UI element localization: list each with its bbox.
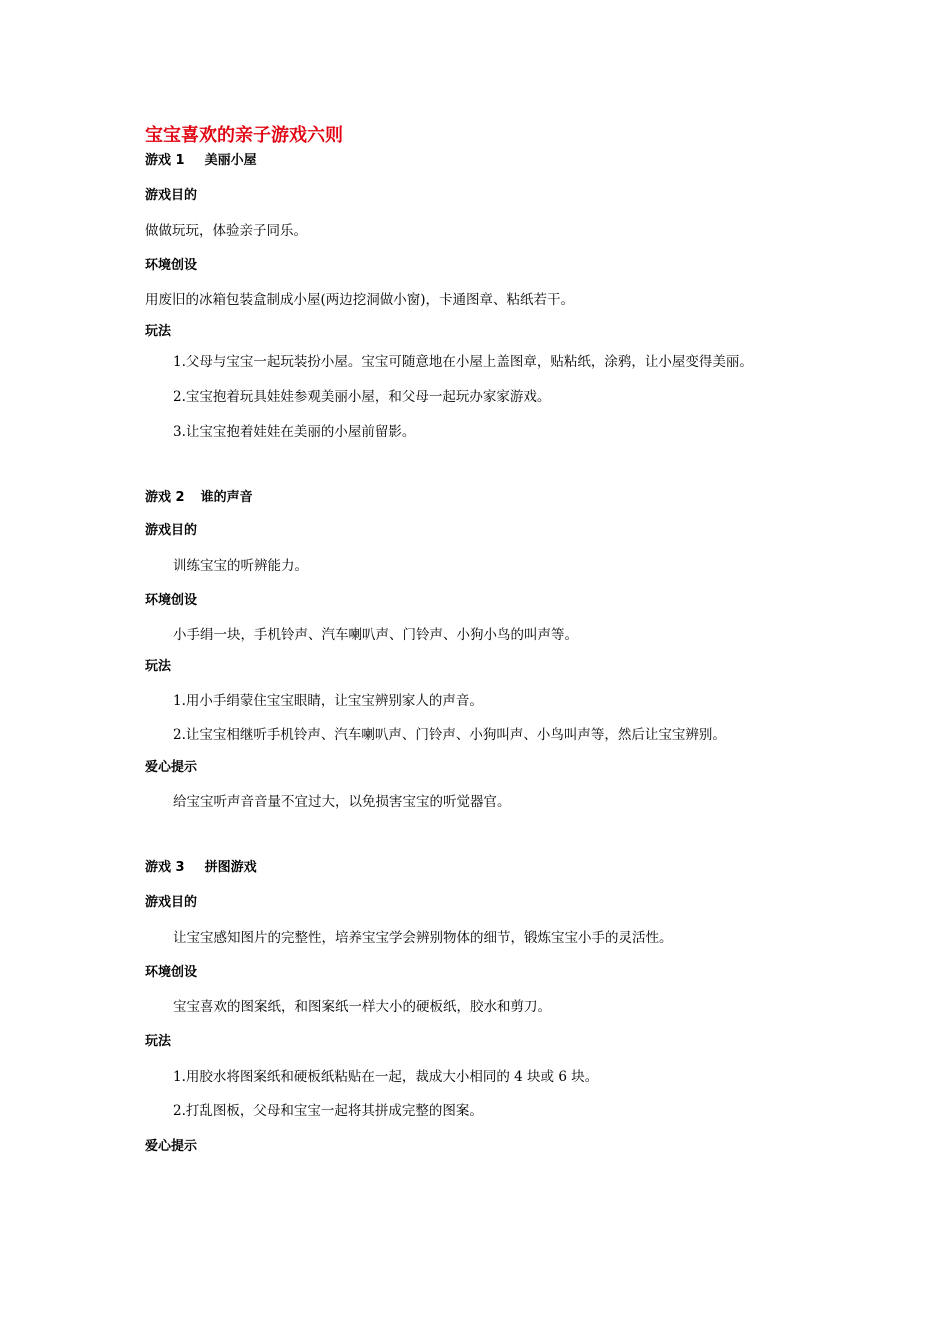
game-1-heading [145,152,257,170]
game-3-step-1: 1.用胶水将图案纸和硬板纸粘贴在一起，裁成大小相同的 4 块或 6 块。 [173,1069,599,1085]
game-1-step-3: 3.让宝宝抱着娃娃在美丽的小屋前留影。 [173,424,416,440]
game-3-goal-text: 让宝宝感知图片的完整性，培养宝宝学会辨别物体的细节，锻炼宝宝小手的灵活性。 [173,930,673,946]
game-1-goal-label: 游戏目的 [145,188,198,203]
game-3-step-2: 2.打乱图板，父母和宝宝一起将其拼成完整的图案。 [173,1103,483,1119]
game-2-setup-text: 小手绢一块，手机铃声、汽车喇叭声、门铃声、小狗小鸟的叫声等。 [173,627,578,643]
document-title: 宝宝喜欢的亲子游戏六则 [145,125,343,146]
game-1-name: 美丽小屋 [204,153,257,168]
game-2-step-2: 2.让宝宝相继听手机铃声、汽车喇叭声、门铃声、小狗叫声、小鸟叫声等，然后让宝宝辨别。 [173,727,726,743]
game-3-play-label: 玩法 [145,1034,172,1049]
game-2-goal-label: 游戏目的 [145,523,198,538]
game-3-goal-label: 游戏目的 [145,895,198,910]
game-2-heading [145,489,253,507]
game-1-step-1: 1.父母与宝宝一起玩装扮小屋。宝宝可随意地在小屋上盖图章，贴粘纸，涂鸦，让小屋变得美丽。 [173,354,753,370]
game-3-number: 游戏 3 [145,860,185,875]
game-1-setup-text: 用废旧的冰箱包装盒制成小屋(两边挖洞做小窗)，卡通图章、粘纸若干。 [145,292,575,308]
game-3-heading [145,859,257,877]
game-2-number: 游戏 2 [145,490,185,505]
game-1-play-label: 玩法 [145,324,172,339]
game-3-name: 拼图游戏 [204,860,257,875]
game-1-goal-text: 做做玩玩，体验亲子同乐。 [145,223,307,239]
game-3-tip-label: 爱心提示 [145,1139,198,1154]
game-3-setup-label: 环境创设 [145,965,198,980]
game-1-step-2: 2.宝宝抱着玩具娃娃参观美丽小屋，和父母一起玩办家家游戏。 [173,389,551,405]
game-2-setup-label: 环境创设 [145,593,198,608]
game-2-tip-text: 给宝宝听声音音量不宜过大，以免损害宝宝的听觉器官。 [173,794,511,810]
game-2-tip-label: 爱心提示 [145,760,198,775]
game-1-number: 游戏 1 [145,153,185,168]
game-2-play-label: 玩法 [145,659,172,674]
game-2-step-1: 1.用小手绢蒙住宝宝眼睛，让宝宝辨别家人的声音。 [173,693,483,709]
game-2-name: 谁的声音 [200,490,253,505]
game-1-setup-label: 环境创设 [145,258,198,273]
game-3-setup-text: 宝宝喜欢的图案纸，和图案纸一样大小的硬板纸，胶水和剪刀。 [173,999,551,1015]
game-2-goal-text: 训练宝宝的听辨能力。 [173,558,308,574]
